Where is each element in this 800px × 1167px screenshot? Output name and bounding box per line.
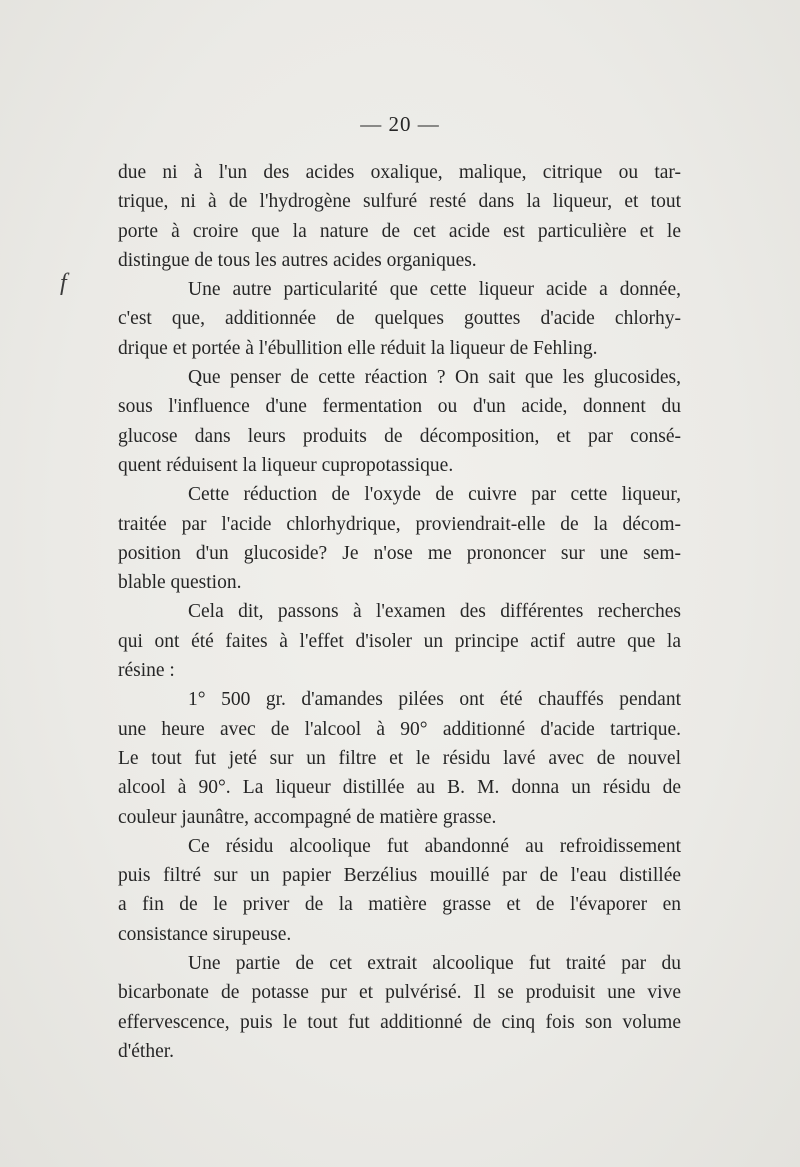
text-line: Le tout fut jeté sur un filtre et le résidu lavé avec de nouvel (118, 747, 681, 769)
text-line: puis filtré sur un papier Berzélius mouillé par de l'eau distillée (118, 865, 681, 887)
text-line: glucose dans leurs produits de décomposition, et par consé- (118, 425, 681, 447)
text-line: Cette réduction de l'oxyde de cuivre par cette liqueur, (188, 484, 681, 506)
text-line: Cela dit, passons à l'examen des différentes recherches (188, 601, 681, 623)
text-line: distingue de tous les autres acides organiques. (118, 249, 477, 271)
text-line: Que penser de cette réaction ? On sait que les glucosides, (188, 367, 681, 389)
margin-annotation: f (60, 270, 67, 296)
text-line: une heure avec de l'alcool à 90° additionné d'acide tartrique. (118, 718, 681, 740)
text-line: d'éther. (118, 1040, 175, 1062)
text-line: a fin de le priver de la matière grasse et de l'évaporer en (118, 894, 681, 916)
text-line: position d'un glucoside? Je n'ose me prononcer sur une sem- (118, 542, 681, 564)
text-line: due ni à l'un des acides oxalique, malique, citrique ou tar- (118, 162, 681, 183)
body-text (118, 158, 681, 1066)
text-line: résine : (118, 660, 175, 682)
text-line: couleur jaunâtre, accompagné de matière grasse. (118, 806, 497, 828)
text-line: Une partie de cet extrait alcoolique fut traité par du (188, 953, 681, 975)
text-line: trique, ni à de l'hydrogène sulfuré resté dans la liqueur, et tout (118, 191, 681, 213)
text-line: quent réduisent la liqueur cupropotassique. (118, 454, 454, 476)
text-line: bicarbonate de potasse pur et pulvérisé. Il se produisit une vive (118, 982, 681, 1004)
text-line: consistance sirupeuse. (118, 923, 292, 945)
text-line: porte à croire que la nature de cet acide est particulière et le (118, 220, 681, 242)
text-line: sous l'influence d'une fermentation ou d'un acide, donnent du (118, 396, 681, 418)
text-line: drique et portée à l'ébullition elle réduit la liqueur de Fehling. (118, 337, 598, 359)
text-line: Ce résidu alcoolique fut abandonné au refroidissement (188, 835, 681, 857)
text-line: alcool à 90°. La liqueur distillée au B. M. donna un résidu de (118, 777, 681, 799)
text-line: effervescence, puis le tout fut additionné de cinq fois son volume (118, 1011, 681, 1033)
text-line: Une autre particularité que cette liqueur acide a donnée, (188, 279, 681, 301)
text-line: qui ont été faites à l'effet d'isoler un principe actif autre que la (118, 630, 681, 652)
page-number: — 20 — (360, 112, 440, 136)
text-line: c'est que, additionnée de quelques gouttes d'acide chlorhy- (118, 308, 681, 330)
text-line: traitée par l'acide chlorhydrique, proviendrait-elle de la décom- (118, 513, 681, 535)
text-line: 1° 500 gr. d'amandes pilées ont été chauffés pendant (188, 689, 681, 711)
text-line: blable question. (118, 572, 242, 594)
